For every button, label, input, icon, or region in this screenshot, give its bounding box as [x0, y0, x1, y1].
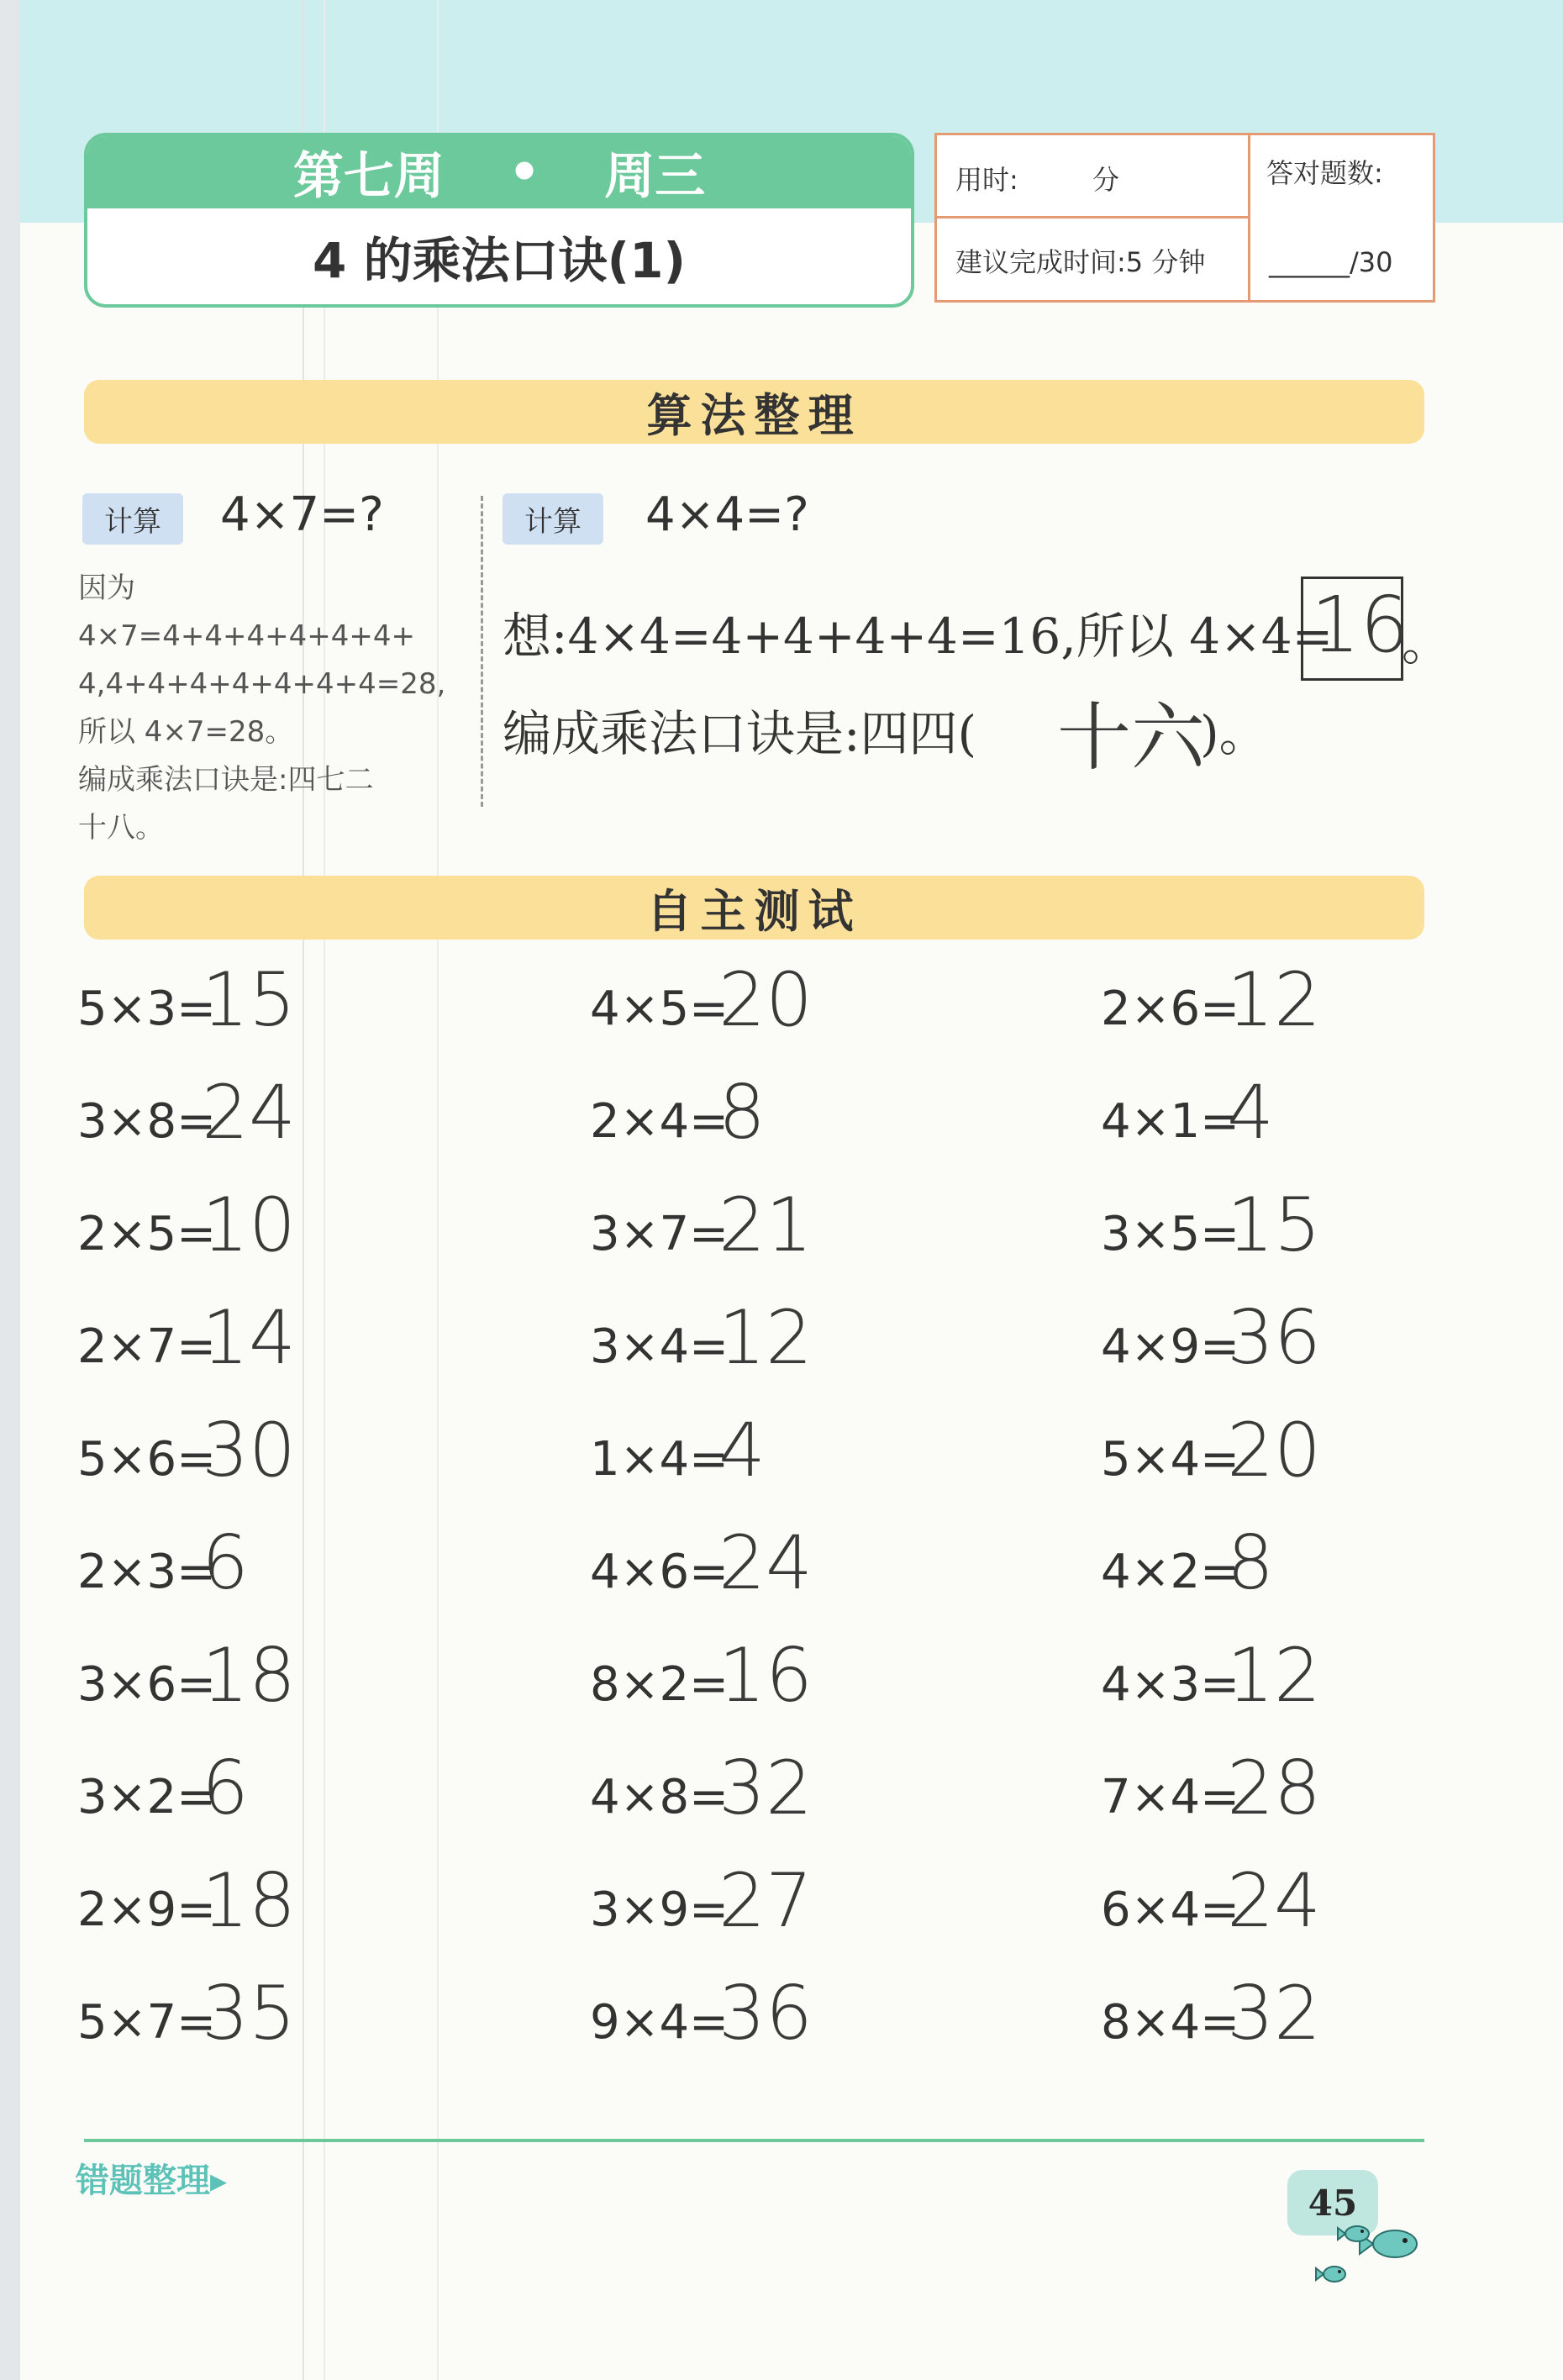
- problem-equation: 5×4=: [1101, 1432, 1240, 1487]
- calc-tag: 计算: [82, 493, 183, 545]
- time-unit: 分: [1092, 164, 1120, 196]
- handwritten-answer[interactable]: 15: [202, 956, 296, 1043]
- problem-equation: 4×2=: [1101, 1545, 1240, 1599]
- handwritten-answer[interactable]: 24: [1227, 1857, 1321, 1944]
- correct-count-field[interactable]: ______/30: [1269, 246, 1393, 278]
- problem-equation: 3×6=: [77, 1657, 217, 1712]
- explanation-line: 十八。: [78, 811, 164, 845]
- page-number: 45: [1287, 2170, 1378, 2235]
- handwritten-answer: 16: [1311, 580, 1410, 670]
- problem-equation: 8×4=: [1101, 1995, 1240, 2050]
- explanation-line: 4,4+4+4+4+4+4+4=28,: [78, 667, 446, 701]
- handwritten-answer[interactable]: 15: [1227, 1182, 1321, 1268]
- handwritten-answer: 十六: [1057, 694, 1206, 781]
- lesson-title-box: [84, 133, 914, 308]
- handwritten-answer[interactable]: 16: [718, 1632, 813, 1719]
- footer-divider: [84, 2139, 1424, 2142]
- problem-equation: 3×8=: [77, 1094, 217, 1149]
- problem-equation: 3×7=: [590, 1207, 729, 1261]
- handwritten-answer[interactable]: 18: [202, 1632, 296, 1719]
- handwritten-answer[interactable]: 27: [718, 1857, 813, 1944]
- think-line: 想:4×4=4+4+4+4=16,所以 4×4=: [503, 608, 1334, 665]
- handwritten-answer[interactable]: 35: [202, 1970, 296, 2056]
- problem-equation: 5×3=: [77, 982, 217, 1036]
- correct-count-label: 答对题数:: [1266, 157, 1383, 189]
- info-table: [934, 133, 1435, 303]
- problem-equation: 3×9=: [590, 1882, 729, 1937]
- problem-equation: 3×5=: [1101, 1207, 1240, 1261]
- problem-equation: 4×3=: [1101, 1657, 1240, 1712]
- problem-equation: 2×4=: [590, 1094, 729, 1149]
- fish-icon: [1311, 2219, 1429, 2294]
- handwritten-answer[interactable]: 24: [718, 1519, 813, 1606]
- problem-equation: 6×4=: [1101, 1882, 1240, 1937]
- practice-question: 4×4=?: [645, 487, 809, 542]
- page-fold-line: [303, 0, 304, 2380]
- handwritten-answer[interactable]: 32: [1227, 1970, 1321, 2056]
- handwritten-answer[interactable]: 4: [718, 1407, 766, 1493]
- handwritten-answer[interactable]: 6: [202, 1519, 249, 1606]
- problem-equation: 2×9=: [77, 1882, 217, 1937]
- problem-equation: 4×5=: [590, 982, 729, 1036]
- problem-equation: 4×1=: [1101, 1094, 1240, 1149]
- suggested-time: 建议完成时间:5 分钟: [955, 246, 1206, 278]
- handwritten-answer[interactable]: 24: [202, 1069, 296, 1156]
- example-explanation: [78, 565, 473, 852]
- problem-equation: 3×2=: [77, 1770, 217, 1824]
- handwritten-answer[interactable]: 18: [202, 1857, 296, 1944]
- handwritten-answer[interactable]: 20: [718, 956, 813, 1043]
- problem-equation: 2×6=: [1101, 982, 1240, 1036]
- handwritten-answer[interactable]: 8: [718, 1069, 766, 1156]
- handwritten-answer[interactable]: 6: [202, 1745, 249, 1831]
- page-fold-line: [437, 0, 439, 2380]
- separator-dot: •: [508, 143, 541, 202]
- period: 。: [1402, 614, 1451, 671]
- problem-equation: 9×4=: [590, 1995, 729, 2050]
- error-review-label: 错题整理▸: [76, 2161, 228, 2200]
- problem-equation: 5×6=: [77, 1432, 217, 1487]
- section-title-algorithm: 算法整理: [84, 380, 1424, 444]
- problem-equation: 4×8=: [590, 1770, 729, 1824]
- week-day-header: [87, 136, 911, 208]
- time-label: 用时:: [955, 164, 1018, 196]
- handwritten-answer[interactable]: 10: [202, 1182, 296, 1268]
- explanation-line: 所以 4×7=28。: [78, 715, 294, 749]
- handwritten-answer[interactable]: 28: [1227, 1745, 1321, 1831]
- handwritten-answer[interactable]: 36: [1227, 1294, 1321, 1381]
- lesson-title: 4 的乘法口诀(1): [313, 232, 686, 289]
- explanation-line: 编成乘法口诀是:四七二: [78, 763, 374, 797]
- example-question: 4×7=?: [220, 487, 384, 542]
- problem-equation: 4×9=: [1101, 1319, 1240, 1374]
- handwritten-answer[interactable]: 21: [718, 1182, 813, 1268]
- page-edge: [0, 0, 20, 2380]
- column-divider: [481, 496, 483, 807]
- problem-equation: 2×7=: [77, 1319, 217, 1374]
- table-divider: [937, 216, 1248, 219]
- handwritten-answer[interactable]: 4: [1227, 1069, 1274, 1156]
- problem-equation: 3×4=: [590, 1319, 729, 1374]
- handwritten-answer[interactable]: 20: [1227, 1407, 1321, 1493]
- day-label: 周三: [604, 147, 706, 206]
- problem-equation: 5×7=: [77, 1995, 217, 2050]
- rhyme-line: 编成乘法口诀是:四四(: [503, 705, 977, 762]
- problem-equation: 7×4=: [1101, 1770, 1240, 1824]
- calc-tag: 计算: [503, 493, 603, 545]
- table-divider: [1248, 135, 1250, 300]
- section-title-self-test: 自主测试: [84, 876, 1424, 940]
- handwritten-answer[interactable]: 30: [202, 1407, 296, 1493]
- problem-equation: 2×5=: [77, 1207, 217, 1261]
- handwritten-answer[interactable]: 12: [1227, 956, 1321, 1043]
- handwritten-answer[interactable]: 8: [1227, 1519, 1274, 1606]
- problem-equation: 8×2=: [590, 1657, 729, 1712]
- handwritten-answer[interactable]: 12: [718, 1294, 813, 1381]
- closing-paren: )。: [1200, 705, 1268, 762]
- handwritten-answer[interactable]: 32: [718, 1745, 813, 1831]
- week-label: 第七周: [292, 147, 445, 206]
- handwritten-answer[interactable]: 14: [202, 1294, 296, 1381]
- handwritten-answer[interactable]: 12: [1227, 1632, 1321, 1719]
- handwritten-answer[interactable]: 36: [718, 1970, 813, 2056]
- problem-equation: 2×3=: [77, 1545, 217, 1599]
- problem-equation: 4×6=: [590, 1545, 729, 1599]
- problem-equation: 1×4=: [590, 1432, 729, 1487]
- explanation-line: 因为 4×7=4+4+4+4+4+4+: [78, 571, 415, 653]
- page-fold-line: [324, 0, 325, 2380]
